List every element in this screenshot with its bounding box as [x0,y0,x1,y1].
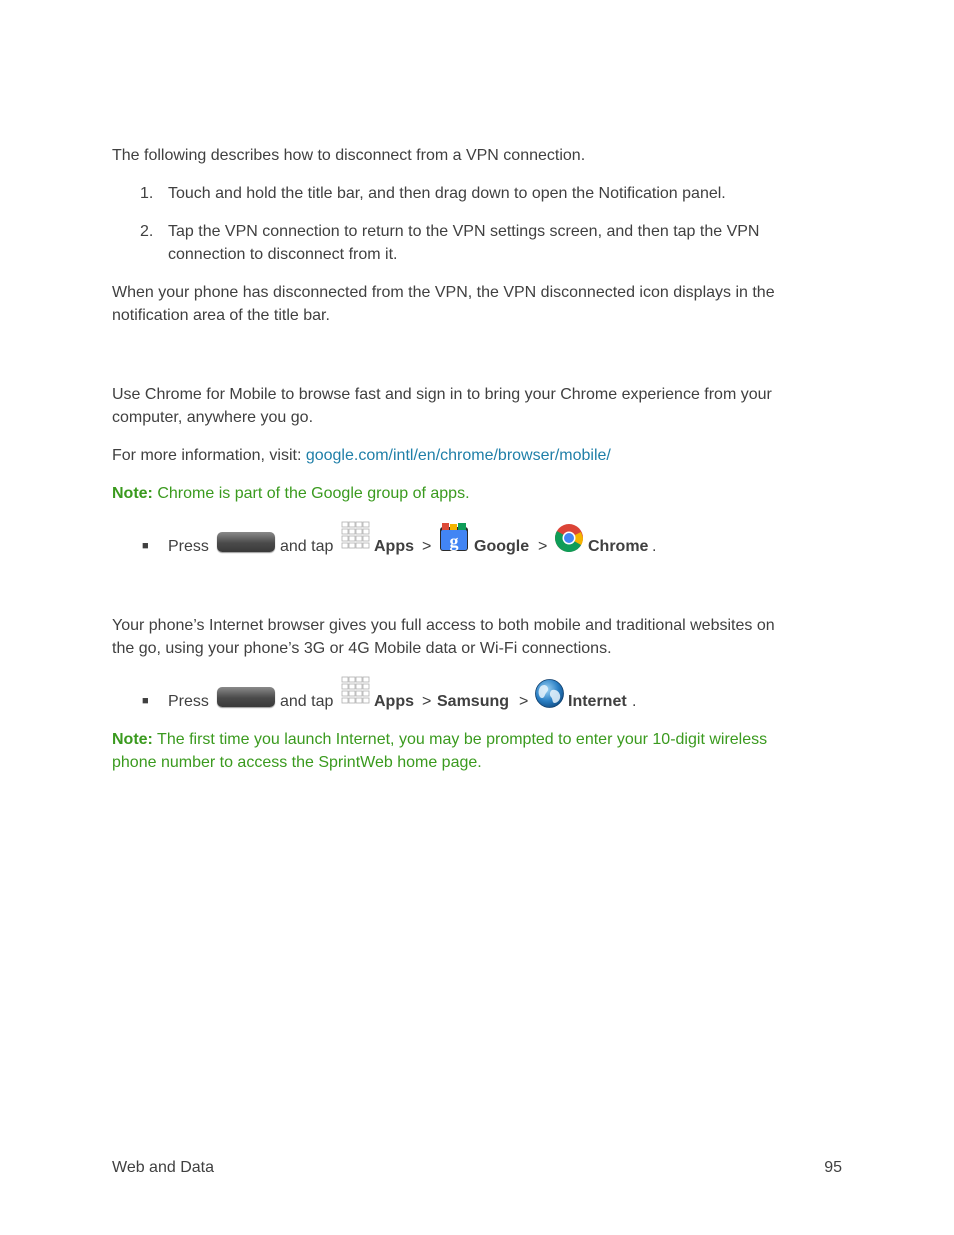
chrome-info-prefix: For more information, visit: [112,447,306,464]
samsung-label: Samsung [437,693,510,710]
vpn-after-line1: When your phone has disconnected from the VPN, the VPN disconnected icon displays in the [112,284,775,301]
press-text: Press [168,538,209,555]
note-label: Note: [112,485,153,502]
internet-label: Internet [568,693,627,710]
internet-desc-line1: Your phone’s Internet browser gives you full access to both mobile and traditional websites on [112,617,775,634]
note-text: Chrome is part of the Google group of apps. [152,485,470,502]
home-key-icon [217,687,275,707]
vpn-after-line2: notification area of the title bar. [112,307,330,324]
vpn-intro: The following describes how to disconnect from a VPN connection. [112,147,586,164]
google-folder-icon [438,521,470,553]
internet-globe-icon [534,678,565,709]
and-tap-text: and tap [280,693,334,710]
period: . [632,693,637,710]
step-text: Touch and hold the title bar, and then drag down to open the Notification panel. [168,185,726,202]
google-label: Google [474,538,530,555]
svg-text:g: g [449,531,459,551]
apps-grid-icon [341,676,371,706]
chrome-label: Chrome [588,538,649,555]
chrome-info [112,444,842,467]
internet-desc-line2: the go, using your phone’s 3G or 4G Mobile data or Wi-Fi connections. [112,640,612,657]
note-label: Note: [112,731,153,748]
and-tap-text: and tap [280,538,334,555]
footer-section: Web and Data [112,1159,214,1176]
chrome-note [112,482,842,505]
home-key-icon [217,532,275,552]
chrome-desc-line2: computer, anywhere you go. [112,409,314,426]
step-text-line1: Tap the VPN connection to return to the VPN settings screen, and then tap the VPN [168,223,760,240]
apps-label: Apps [374,538,414,555]
internet-instruction [112,690,842,730]
apps-label: Apps [374,693,414,710]
step-number: 1. [140,185,154,202]
chrome-icon [554,523,584,553]
chrome-instruction [112,531,842,575]
bullet: ■ [142,695,149,707]
apps-grid-icon [341,521,371,551]
separator: > [422,538,432,555]
bullet: ■ [142,540,149,552]
internet-note-line1 [112,728,842,751]
internet-note-line2: phone number to access the SprintWeb home page. [112,754,482,771]
press-text: Press [168,693,209,710]
period: . [652,538,657,555]
chrome-info-link[interactable]: google.com/intl/en/chrome/browser/mobile/ [305,447,611,464]
separator: > [519,693,529,710]
separator: > [422,693,432,710]
step-number: 2. [140,223,154,240]
separator: > [538,538,548,555]
step-text-line2: connection to disconnect from it. [168,246,398,263]
page-number: 95 [824,1159,842,1176]
note-text: The first time you launch Internet, you may be prompted to enter your 10-digit wireless [152,731,768,748]
chrome-desc-line1: Use Chrome for Mobile to browse fast and sign in to bring your Chrome experience from your [112,386,772,403]
